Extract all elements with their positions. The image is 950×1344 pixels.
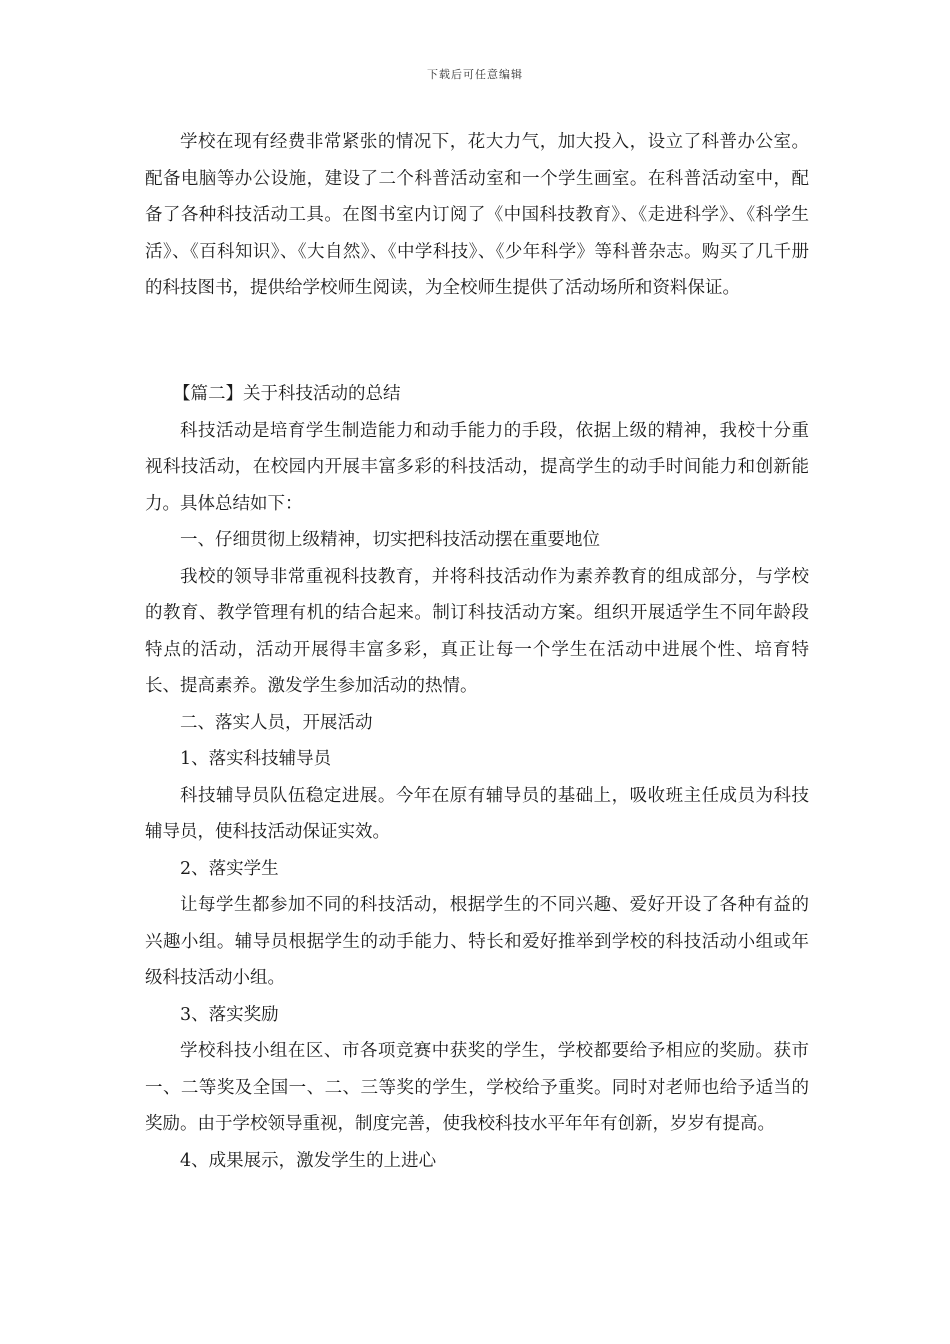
paragraph-students: 让每学生都参加不同的科技活动，根据学生的不同兴趣、爱好开设了各种有益的兴趣小组。辅导员根据学生的动手能力、特长和爱好推举到学校的科技活动小组或年级科技活动小组。 [145,895,809,988]
subheading-2: 2、落实学生 [180,858,279,879]
paragraph-facilities: 学校在现有经费非常紧张的情况下，花大力气，加大投入，设立了科普办公室。配备电脑等办公设施，建设了二个科普活动室和一个学生画室。在科普活动室中，配备了各种科技活动工具。在图书室内订阅了《中国科技教育》、《走进科学》、《科学生活》、《百科知识》、《大自然》、《中学科技》、《少年科学》等科普杂志。购买了几千册的科技图书，提供给学校师生阅读，为全校师生提供了活动场所和资料保证。 [145,132,809,298]
article-title: 【篇二】关于科技活动的总结 [173,384,401,404]
page-header: 下载后可任意编辑 [427,68,523,81]
paragraph-counselors: 科技辅导员队伍稳定进展。今年在原有辅导员的基础上，吸收班主任成员为科技辅导员，使科技活动保证实效。 [145,785,809,842]
heading-2: 二、落实人员，开展活动 [180,712,373,733]
subheading-1: 1、落实科技辅导员 [180,749,332,769]
paragraph-rewards: 学校科技小组在区、市各项竞赛中获奖的学生，学校都要给予相应的奖励。获市一、二等奖及全国一、二、三等奖的学生，学校给予重奖。同时对老师也给予适当的奖励。由于学校领导重视，制度完善，使我校科技水平年年有创新，岁岁有提高。 [145,1041,809,1134]
heading-1: 一、仔细贯彻上级精神，切实把科技活动摆在重要地位 [180,530,600,550]
subheading-4: 4、成果展示，激发学生的上进心 [180,1150,437,1171]
section-2 [145,376,809,1179]
subheading-3: 3、落实奖励 [180,1004,279,1025]
section-1 [145,124,809,307]
paragraph-leadership: 我校的领导非常重视科技教育，并将科技活动作为素养教育的组成部分，与学校的教育、教学管理有机的结合起来。制订科技活动方案。组织开展适学生不同年龄段特点的活动，活动开展得丰富多彩，真正让每一个学生在活动中进展个性、培育特长、提高素养。激发学生参加活动的热情。 [145,566,809,696]
paragraph-intro: 科技活动是培育学生制造能力和动手能力的手段，依据上级的精神，我校十分重视科技活动，在校园内开展丰富多彩的科技活动，提高学生的动手时间能力和创新能力。具体总结如下： [145,420,809,514]
